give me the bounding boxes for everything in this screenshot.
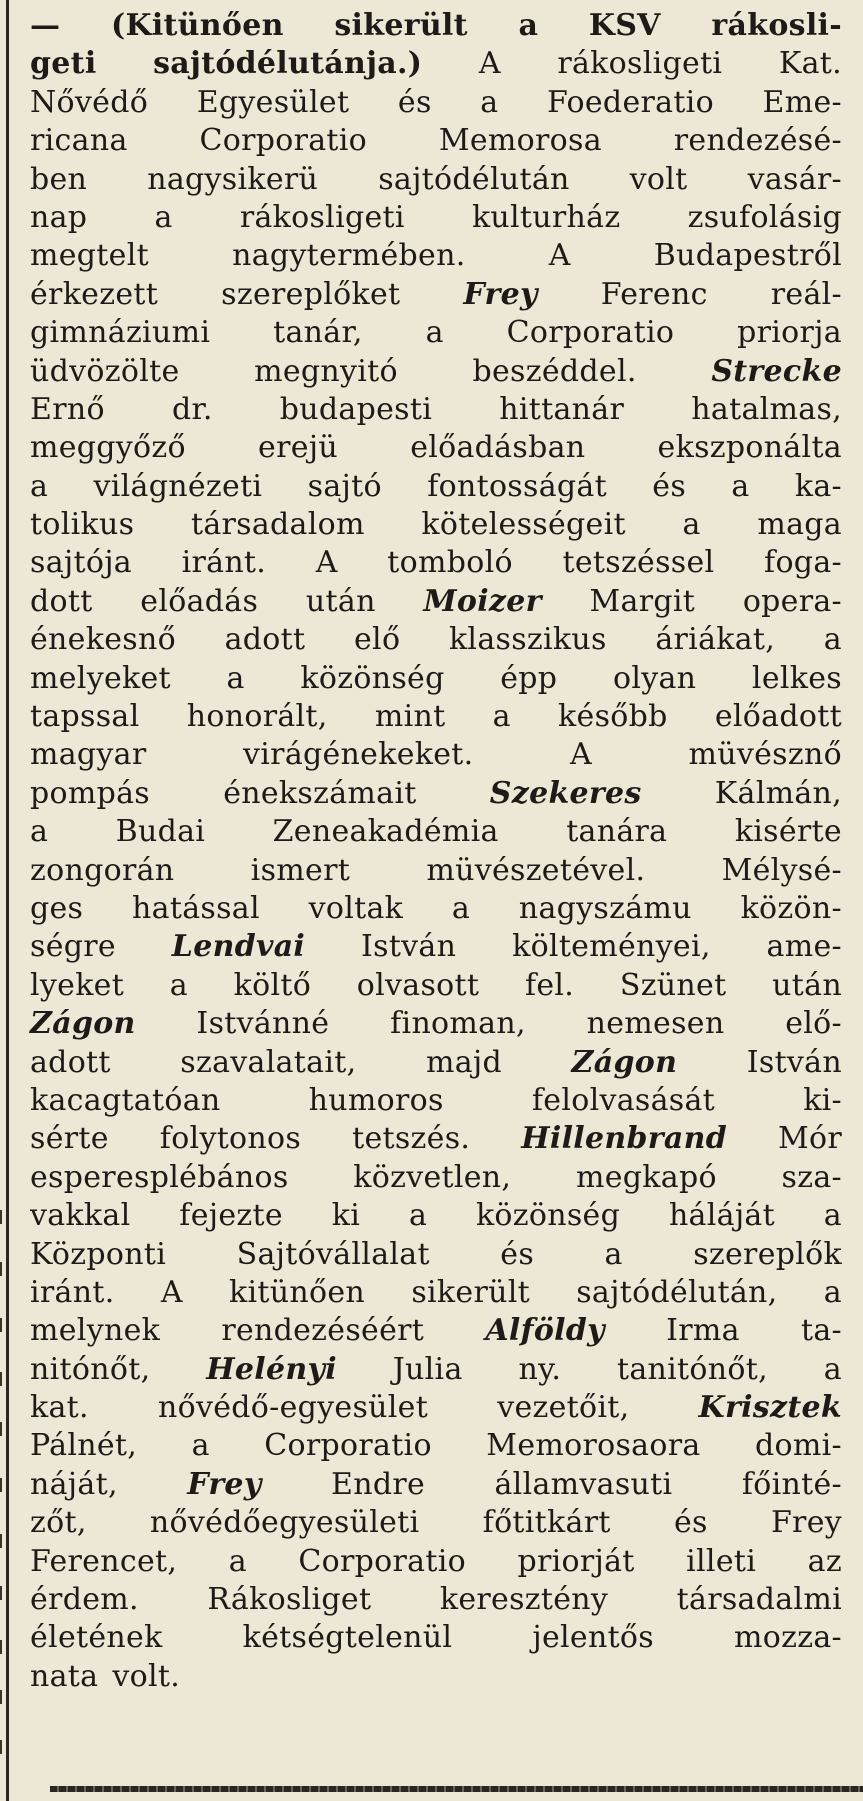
word: zsufolásig [687,199,842,235]
article-body [30,8,842,1697]
text-line [30,1160,842,1198]
word: nap [30,199,88,235]
word: nagysikerü [147,161,319,197]
word: voltak [308,890,404,926]
word: A [548,238,571,274]
word: a [731,468,750,504]
word: adott [224,622,306,658]
word: Strecke [711,353,842,389]
word: Kálmán, [714,775,842,811]
word: a [480,84,499,120]
word: A [315,545,338,581]
word: Ferencet, [30,1543,178,1579]
word: a [425,315,444,351]
word: Frey [187,1466,262,1502]
word: a [823,622,842,658]
word: majd [425,1044,503,1080]
word: István [360,929,457,965]
word: sajtója [30,545,132,581]
text-line [30,1045,842,1083]
column-rule [6,0,9,1801]
text-line [30,661,842,699]
word: zongorán [30,852,175,888]
word: Budai [115,814,206,850]
text-line [30,8,842,46]
word: fontosságát [427,468,607,504]
word: fejezte [179,1198,283,1234]
word: vezetőit, [497,1390,630,1426]
text-line [30,1083,842,1121]
word: sajtódélutánja.) [153,46,423,82]
word: Pálnét, [30,1428,138,1464]
word: a [823,1274,842,1310]
word: geti [30,46,97,82]
word: Corporatio [298,1543,466,1579]
word: költeményei, [512,929,711,965]
word: felolvasását [531,1082,716,1118]
text-line [30,814,842,852]
word: István [746,1044,842,1080]
word: náját, [30,1466,118,1502]
text-line [30,776,842,814]
word: megnyitó [254,353,398,389]
word: közön- [740,890,842,926]
word: tanitónőt, [617,1351,768,1387]
word: beszéddel. [472,353,637,389]
word: előadásban [410,430,586,466]
word: erejü [258,430,339,466]
word: nagytermében. [232,238,466,274]
word: lyeket [30,967,125,1003]
word: a [604,1236,623,1272]
word: rendezéséért [221,1313,425,1349]
word: érkezett [30,276,159,312]
word: Foederatio [547,84,714,120]
word: Lendvai [171,929,306,965]
word: priorja [737,315,842,351]
word: Memorosaora [486,1428,701,1464]
word: után [305,583,376,619]
word: a [154,199,173,235]
text-line [30,430,842,468]
word: Egyesület [196,84,350,120]
word: rendezésé- [673,123,842,159]
word: a [682,507,701,543]
word: kétségtelenül [242,1620,453,1656]
text-line [30,238,842,276]
word: Memorosa [438,123,602,159]
word: kulturház [471,199,621,235]
word: hatalmas, [691,391,842,427]
word: a [823,1198,842,1234]
word: a [30,814,49,850]
text-line [30,1620,842,1658]
word: és [397,84,432,120]
word: ta- [801,1313,842,1349]
word: kötelességeit [421,507,626,543]
word: nővédőegyesületi [149,1505,420,1541]
text-line [30,699,842,737]
word: és [500,1236,535,1272]
word: énekszámait [223,775,417,811]
word: rákosligeti [239,199,405,235]
word: áriákat, [655,622,776,658]
text-line [30,853,842,891]
word: tapssal [30,699,140,735]
text-line [30,1237,842,1275]
word: keresztény [439,1582,609,1618]
word: nitónőt, [30,1351,151,1387]
word: Sajtóvállalat [236,1236,430,1272]
text-line [30,85,842,123]
word: Irma [666,1313,740,1349]
text-line [30,1659,842,1697]
text-line [30,737,842,775]
word: A [160,1274,183,1310]
word: sikerült [334,8,468,43]
word: nagyszámu [518,890,692,926]
word: reál- [770,276,842,312]
text-line [30,392,842,430]
text-line [30,507,842,545]
word: Julia [392,1351,463,1387]
word: énekesnő [30,622,176,658]
word: dr. [171,391,213,427]
word: ka- [794,468,842,504]
text-line [30,277,842,315]
word: a [228,1543,247,1579]
word: adott [30,1044,111,1080]
word: Krisztek [698,1390,842,1426]
word: fel. [524,967,575,1003]
word: Corporatio [264,1428,432,1464]
word: tanára [566,814,668,850]
text-line [30,162,842,200]
word: Istvánné [196,1006,330,1042]
word: Rákosliget [207,1582,372,1618]
word: üdvözölte [30,353,180,389]
word: Margit [589,583,696,619]
word: szavalatait, [180,1044,357,1080]
word: költő [233,967,312,1003]
word: (Kitünően [110,8,284,43]
word: ricana [30,123,128,159]
word: ségre [30,929,116,965]
word: a [518,8,539,43]
word: volt. [112,1658,181,1694]
word: tetszéssel [562,545,715,581]
word: kat. [30,1390,89,1426]
word: elő [354,622,401,658]
text-line [30,1198,842,1236]
word: Mélysé- [721,852,842,888]
word: melynek [30,1313,161,1349]
text-line [30,1467,842,1505]
word: elő- [785,1006,842,1042]
text-line [30,891,842,929]
word: előadott [714,699,842,735]
word: ki- [803,1082,842,1118]
word: iránt. [30,1274,115,1310]
word: folytonos [159,1121,302,1157]
text-line [30,929,842,967]
word: pompás [30,775,150,811]
word: az [807,1543,842,1579]
word: érdem. [30,1582,139,1618]
word: Moizer [423,583,542,619]
word: épp [500,660,558,696]
word: melyeket [30,660,171,696]
word: a [451,890,471,926]
word: megtelt [30,238,149,274]
word: kacagtatóan [30,1082,221,1118]
word: honorált, [186,699,328,735]
word: olvasott [356,967,480,1003]
text-line [30,1006,842,1044]
word: virágénekeket. [243,737,474,773]
text-line [30,1428,842,1466]
word: Zágon [571,1044,678,1080]
word: gimnáziumi [30,315,211,351]
word: rákosli- [711,8,842,43]
word: életének [30,1620,163,1656]
word: klasszikus [448,622,607,658]
word: kisérte [734,814,842,850]
text-line [30,1275,842,1313]
word: Budapestről [653,238,842,274]
text-line [30,469,842,507]
word: tanár, [273,315,363,351]
word: és [652,468,687,504]
word: a [191,1428,210,1464]
word: KSV [588,8,661,43]
word: ny. [518,1351,562,1387]
word: ben [30,161,88,197]
text-line [30,1582,842,1620]
word: Helényi [206,1351,337,1387]
word: Ferenc [600,276,708,312]
word: Alföldy [485,1313,605,1349]
word: vasár- [747,161,842,197]
word: mozza- [734,1620,842,1656]
word: Hillenbrand [521,1121,727,1157]
word: rákosligeti [557,46,723,82]
word: Zágon [30,1006,136,1042]
word: meggyőző [30,430,186,466]
text-line [30,1352,842,1390]
word: sajtódélután [378,161,570,197]
word: finoman, [390,1006,526,1042]
text-line [30,584,842,622]
word: A [478,46,501,82]
word: dott [30,583,93,619]
text-line [30,1544,842,1582]
word: közönség [300,660,445,696]
word: tetszés. [352,1121,471,1157]
word: maga [757,507,842,543]
word: tolikus [30,507,135,543]
word: hittanár [499,391,625,427]
word: a [30,468,49,504]
word: főtitkárt [482,1505,611,1541]
text-line [30,46,842,84]
word: szereplők [693,1236,842,1272]
word: a [226,660,245,696]
word: Központi [30,1236,167,1272]
word: sajtódélután, [576,1274,778,1310]
word: Frey [770,1505,842,1541]
word: kitünően [229,1274,366,1310]
word: foga- [764,545,842,581]
word: háláját [668,1198,775,1234]
word: Endre [331,1466,426,1502]
word: mint [374,699,446,735]
text-line [30,123,842,161]
word: zőt, [30,1505,87,1541]
word: budapesti [279,391,433,427]
word: ges [30,890,84,926]
word: Zeneakadémia [272,814,499,850]
word: sikerült [411,1274,530,1310]
word: vakkal [30,1198,131,1234]
word: sérte [30,1121,109,1157]
word: volt [629,161,688,197]
word: nővédő-egyesület [158,1390,429,1426]
text-line [30,1121,842,1159]
word: társadalom [190,507,365,543]
word: A [570,737,592,773]
word: főinté- [741,1466,842,1502]
word: államvasuti [494,1466,673,1502]
word: Corporatio [199,123,368,159]
word: hatással [132,890,260,926]
word: után [772,967,842,1003]
text-line [30,354,842,392]
word: közvetlen, [353,1159,512,1195]
word: megkapó [575,1159,717,1195]
word: előadás [140,583,259,619]
word: — [30,8,61,43]
word: Ernő [30,391,105,427]
word: a [408,1198,428,1234]
text-line [30,1505,842,1543]
word: nata [30,1658,99,1694]
text-line [30,545,842,583]
word: Kat. [778,46,842,82]
word: Szekeres [489,775,642,811]
text-line [30,1313,842,1351]
word: jelentős [532,1620,654,1656]
word: és [673,1505,708,1541]
word: müvésznő [688,737,842,773]
text-line [30,968,842,1006]
word: humoros [308,1082,444,1118]
text-line [30,200,842,238]
bottom-rule [50,1786,863,1792]
word: később [558,699,668,735]
word: ismert [250,852,351,888]
word: iránt. [181,545,267,581]
word: esperesplébános [30,1159,289,1195]
word: Frey [463,276,538,312]
word: sza- [781,1159,842,1195]
word: világnézeti [93,468,263,504]
word: szereplőket [221,276,401,312]
word: Nővédő [30,84,149,120]
word: ki [331,1198,361,1234]
word: közönség [475,1198,621,1234]
word: lelkes [751,660,842,696]
text-line [30,315,842,353]
word: társadalmi [676,1582,842,1618]
word: a [823,1351,842,1387]
word: ame- [766,929,842,965]
word: Szünet [619,967,727,1003]
word: olyan [612,660,697,696]
word: magyar [30,737,147,773]
word: Corporatio [506,315,675,351]
word: müvészetével. [426,852,646,888]
word: nemesen [586,1006,725,1042]
word: a [169,967,188,1003]
word: priorját [517,1543,635,1579]
word: opera- [742,583,842,619]
word: Eme- [762,84,842,120]
text-line [30,622,842,660]
text-line [30,1390,842,1428]
word: a [492,699,511,735]
word: ekszponálta [657,430,842,466]
word: sajtó [307,468,382,504]
word: illeti [686,1543,757,1579]
word: tomboló [387,545,513,581]
word: Mór [777,1121,842,1157]
word: domi- [755,1428,842,1464]
